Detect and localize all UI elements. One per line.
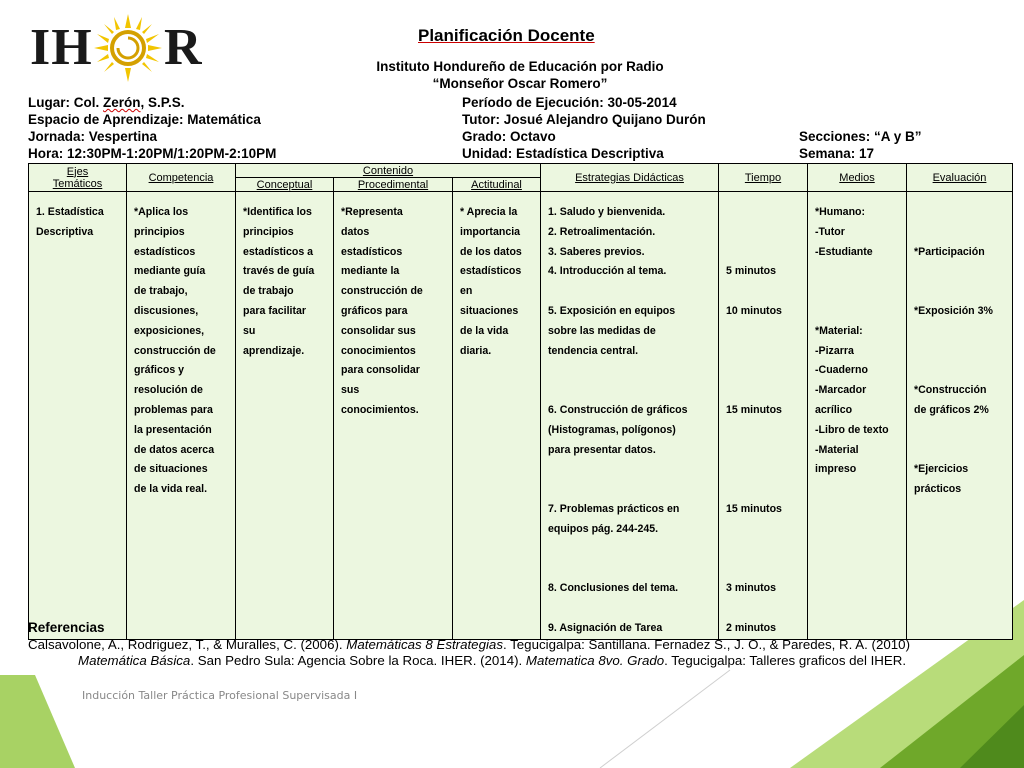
cell-line: de datos acerca bbox=[134, 443, 215, 456]
cell-line: construcción de bbox=[134, 344, 216, 357]
cell-line: aprendizaje. bbox=[243, 344, 305, 357]
info-grado: Grado: Octavo bbox=[462, 129, 556, 144]
info-espacio: Espacio de Aprendizaje: Matemática bbox=[28, 112, 261, 127]
cell-competencia bbox=[127, 192, 236, 640]
cell-line: acrílico bbox=[815, 403, 853, 416]
cell-line: importancia bbox=[460, 225, 521, 238]
cell-line: en bbox=[460, 285, 473, 298]
cell-line: -Marcador bbox=[815, 384, 867, 397]
cell-line: *Participación bbox=[914, 245, 985, 258]
cell-line bbox=[726, 441, 801, 461]
cell-line: prácticos bbox=[914, 483, 962, 496]
cell-line bbox=[548, 381, 712, 401]
cell-line bbox=[726, 203, 801, 223]
info-tutor: Tutor: Josué Alejandro Quijano Durón bbox=[462, 112, 706, 127]
cell-estrategias bbox=[541, 192, 719, 640]
cell-line: para consolidar bbox=[341, 364, 420, 377]
cell-line: -Pizarra bbox=[815, 344, 854, 357]
cell-line: estadísticos bbox=[134, 245, 196, 258]
cell-line bbox=[914, 421, 1006, 441]
cell-line bbox=[548, 559, 712, 579]
cell-line bbox=[914, 203, 1006, 223]
cell-line: sobre las medidas de bbox=[548, 324, 656, 337]
document-title: Planificación Docente bbox=[418, 26, 595, 45]
info-semana: Semana: 17 bbox=[799, 146, 875, 161]
cell-line bbox=[548, 460, 712, 480]
institute-honoree: “Monseñor Oscar Romero” bbox=[432, 76, 608, 91]
cell-line bbox=[726, 520, 801, 540]
cell-tiempo bbox=[719, 192, 808, 640]
header-conceptual: Conceptual bbox=[236, 178, 334, 192]
cell-line: conocimientos bbox=[341, 344, 416, 357]
cell-line bbox=[548, 480, 712, 500]
cell-line: 3. Saberes previos. bbox=[548, 245, 645, 258]
info-jornada: Jornada: Vespertina bbox=[28, 129, 158, 144]
cell-line: 2. Retroalimentación. bbox=[548, 225, 656, 238]
cell-ejes bbox=[29, 192, 127, 640]
cell-line bbox=[548, 361, 712, 381]
left-green-wedge bbox=[0, 675, 75, 768]
cell-line: de gráficos 2% bbox=[914, 403, 989, 416]
info-hora: Hora: 12:30PM-1:20PM/1:20PM-2:10PM bbox=[28, 146, 277, 161]
cell-line: la presentación bbox=[134, 423, 212, 436]
cell-evaluacion bbox=[907, 192, 1013, 640]
cell-line: para presentar datos. bbox=[548, 443, 656, 456]
cell-line bbox=[548, 282, 712, 302]
cell-line: gráficos para bbox=[341, 304, 408, 317]
cell-line bbox=[726, 223, 801, 243]
references-body: Calsavolone, A., Rodriguez, T., & Muralles, C. (2006). Matemáticas 8 Estrategias. Tegucigalpa: Santillana. Fernadez S., J. O., & Paredes, R. A. (2010) Matemática Básica. San Pedro Sula: Agencia Sobre la Roca. IHER. (2014). Matematica 8vo. Grado. Tegucigalpa: Talleres graficos del IHER. bbox=[28, 637, 910, 668]
cell-line: tendencia central. bbox=[548, 344, 639, 357]
cell-line: *Humano: bbox=[815, 206, 866, 218]
cell-line bbox=[726, 381, 801, 401]
cell-line: de la vida real. bbox=[134, 483, 208, 496]
cell-line bbox=[914, 441, 1006, 461]
cell-line: 1. Saludo y bienvenida. bbox=[548, 206, 666, 218]
cell-line: equipos pág. 244-245. bbox=[548, 522, 659, 535]
cell-line bbox=[914, 282, 1006, 302]
cell-line: 10 minutos bbox=[726, 304, 782, 317]
cell-line: *Construcción bbox=[914, 384, 987, 397]
cell-line: 3 minutos bbox=[726, 582, 777, 595]
cell-line: través de guía bbox=[243, 265, 315, 278]
cell-line: consolidar sus bbox=[341, 324, 416, 337]
cell-line: 1. Estadística bbox=[36, 206, 104, 218]
logo-text-right: R bbox=[164, 19, 203, 76]
cell-line: *Exposición 3% bbox=[914, 304, 993, 317]
cell-line: Descriptiva bbox=[36, 225, 94, 238]
cell-line bbox=[726, 559, 801, 579]
cell-line: -Tutor bbox=[815, 225, 845, 238]
cell-line: exposiciones, bbox=[134, 324, 205, 337]
info-secciones: Secciones: “A y B” bbox=[799, 129, 922, 144]
cell-line: 7. Problemas prácticos en bbox=[548, 502, 680, 515]
cell-line: (Histogramas, polígonos) bbox=[548, 423, 676, 436]
cell-line: estadísticos a bbox=[243, 245, 314, 258]
cell-line: 9. Asignación de Tarea bbox=[548, 621, 663, 634]
cell-line: de la vida bbox=[460, 324, 509, 337]
cell-line: de trabajo, bbox=[134, 285, 188, 298]
cell-line bbox=[914, 361, 1006, 381]
cell-line bbox=[726, 322, 801, 342]
cell-line: -Estudiante bbox=[815, 245, 873, 258]
cell-line: 2 minutos bbox=[726, 621, 777, 634]
cell-line bbox=[815, 282, 900, 302]
cell-line: -Cuaderno bbox=[815, 364, 868, 377]
header-contenido: Contenido bbox=[236, 164, 541, 178]
header-tiempo: Tiempo bbox=[719, 164, 808, 192]
info-periodo: Período de Ejecución: 30-05-2014 bbox=[462, 95, 677, 110]
planning-table bbox=[28, 163, 1013, 640]
cell-line: *Representa bbox=[341, 206, 403, 218]
header-procedimental: Procedimental bbox=[334, 178, 453, 192]
cell-line bbox=[815, 262, 900, 282]
institute-name: Instituto Hondureño de Educación por Radio bbox=[376, 59, 664, 74]
cell-line bbox=[726, 540, 801, 560]
cell-line bbox=[914, 342, 1006, 362]
header-evaluacion: Evaluación bbox=[907, 164, 1013, 192]
cell-line: de los datos bbox=[460, 245, 522, 258]
cell-line: su bbox=[243, 324, 256, 337]
header-medios: Medios bbox=[808, 164, 907, 192]
cell-line: *Identifica los bbox=[243, 206, 312, 218]
cell-line: diaria. bbox=[460, 344, 492, 357]
header-estrategias: Estrategias Didácticas bbox=[541, 164, 719, 192]
cell-line bbox=[726, 282, 801, 302]
cell-line: conocimientos. bbox=[341, 403, 419, 416]
cell-line bbox=[726, 460, 801, 480]
cell-line: datos bbox=[341, 225, 370, 238]
cell-line bbox=[726, 361, 801, 381]
cell-line: 4. Introducción al tema. bbox=[548, 265, 667, 278]
header-actitudinal: Actitudinal bbox=[453, 178, 541, 192]
cell-line: -Material bbox=[815, 443, 859, 456]
cell-line bbox=[726, 342, 801, 362]
cell-medios bbox=[808, 192, 907, 640]
cell-line: gráficos y bbox=[134, 364, 185, 377]
header-ejes: Ejes Temáticos bbox=[29, 164, 127, 192]
cell-line: sus bbox=[341, 384, 360, 397]
cell-line: de situaciones bbox=[134, 463, 208, 476]
cell-line: resolución de bbox=[134, 384, 203, 397]
cell-line bbox=[726, 599, 801, 619]
cell-line: de trabajo bbox=[243, 285, 294, 298]
cell-line: * Aprecia la bbox=[460, 206, 518, 218]
cell-line: estadísticos bbox=[460, 265, 522, 278]
cell-line bbox=[914, 223, 1006, 243]
cell-line: situaciones bbox=[460, 304, 519, 317]
cell-line: 6. Construcción de gráficos bbox=[548, 403, 688, 416]
cell-line: principios bbox=[134, 225, 185, 238]
references-title: Referencias bbox=[28, 620, 105, 635]
cell-line bbox=[815, 302, 900, 322]
cell-line bbox=[726, 480, 801, 500]
cell-line: mediante guía bbox=[134, 265, 206, 278]
cell-line: 15 minutos bbox=[726, 502, 782, 515]
cell-line: para facilitar bbox=[243, 304, 307, 317]
cell-conceptual bbox=[236, 192, 334, 640]
cell-line: problemas para bbox=[134, 403, 213, 416]
cell-procedimental bbox=[334, 192, 453, 640]
table-row bbox=[29, 192, 1013, 640]
cell-line bbox=[914, 262, 1006, 282]
cell-line: *Material: bbox=[815, 324, 863, 337]
cell-line bbox=[914, 322, 1006, 342]
info-lugar: Lugar: Col. Zerón, S.P.S. bbox=[28, 95, 185, 110]
cell-line bbox=[548, 540, 712, 560]
cell-line: 5. Exposición en equipos bbox=[548, 304, 676, 317]
cell-line: impreso bbox=[815, 463, 857, 476]
header-competencia: Competencia bbox=[127, 164, 236, 192]
cell-line bbox=[548, 599, 712, 619]
cell-line: principios bbox=[243, 225, 294, 238]
cell-line: 8. Conclusiones del tema. bbox=[548, 582, 679, 595]
cell-line: *Ejercicios bbox=[914, 463, 969, 476]
info-unidad: Unidad: Estadística Descriptiva bbox=[462, 146, 664, 161]
cell-line bbox=[726, 243, 801, 263]
cell-line: 15 minutos bbox=[726, 403, 782, 416]
logo-text-left: IH bbox=[30, 19, 93, 76]
cell-line: *Aplica los bbox=[134, 206, 189, 218]
cell-line: estadísticos bbox=[341, 245, 403, 258]
cell-actitudinal bbox=[453, 192, 541, 640]
cell-line: 5 minutos bbox=[726, 265, 777, 278]
sun-icon bbox=[92, 12, 164, 84]
cell-line bbox=[726, 421, 801, 441]
decor-line bbox=[600, 670, 730, 768]
cell-line: discusiones, bbox=[134, 304, 199, 317]
cell-line: mediante la bbox=[341, 265, 400, 278]
cell-line: -Libro de texto bbox=[815, 423, 889, 436]
footer-text: Inducción Taller Práctica Profesional Supervisada I bbox=[82, 689, 358, 702]
cell-line: construcción de bbox=[341, 285, 423, 298]
